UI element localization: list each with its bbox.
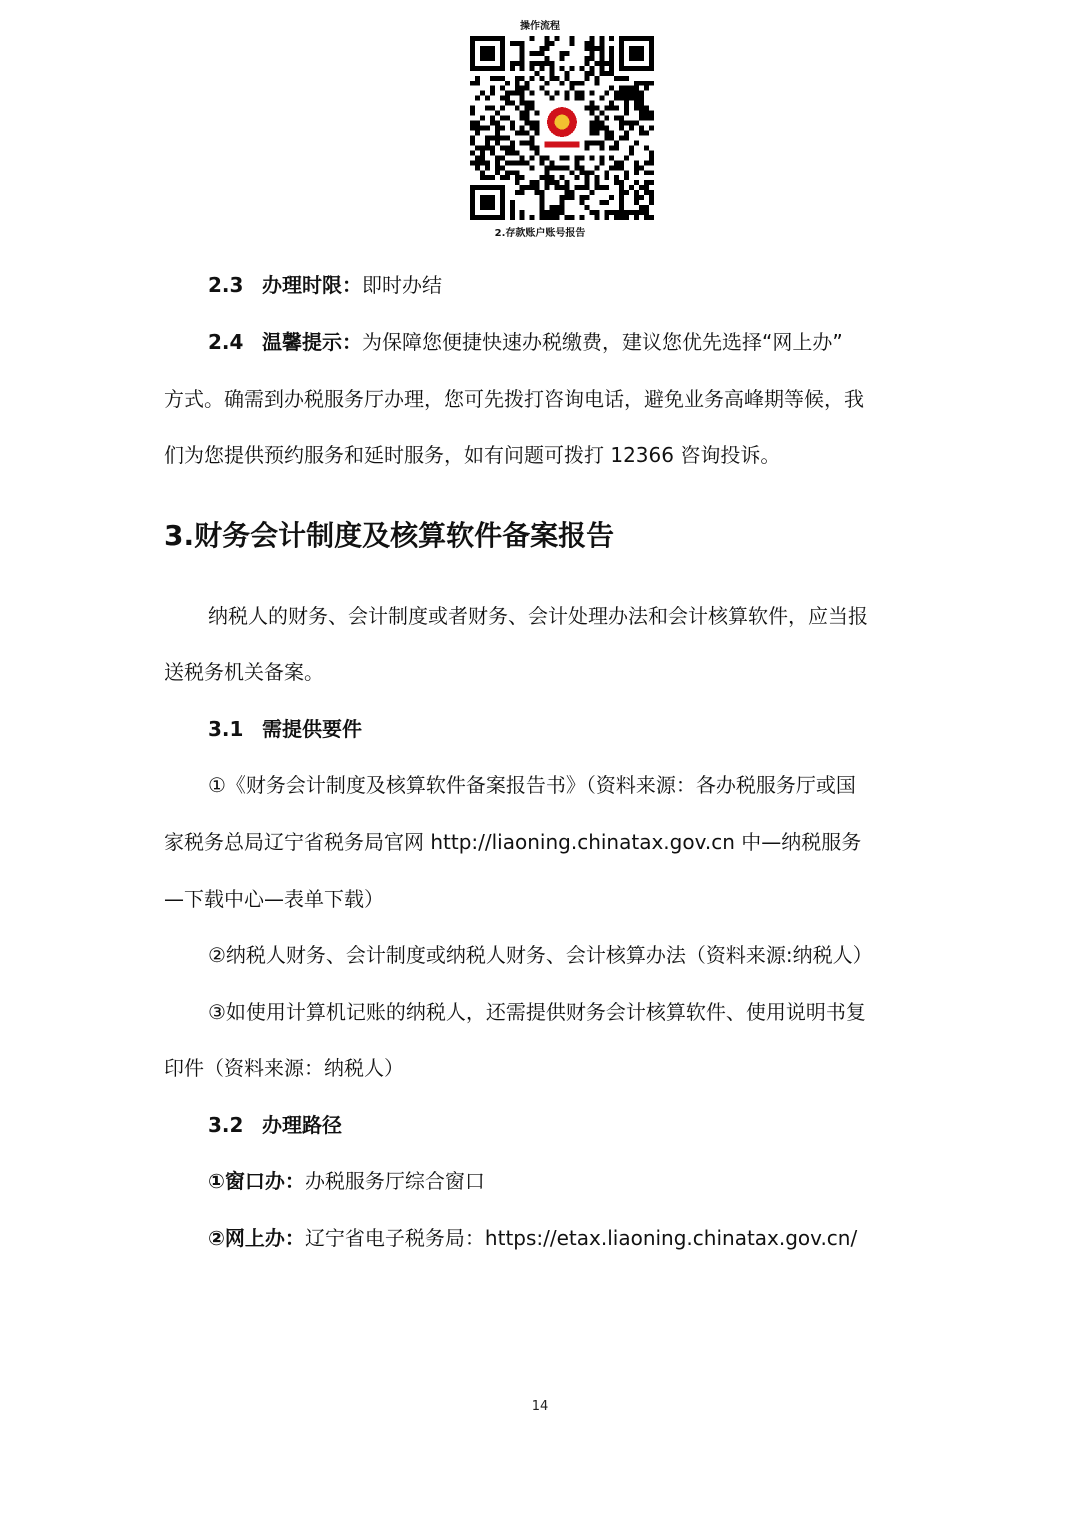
section-3-2-heading [208, 1111, 924, 1139]
requirement-1-line-3: —下载中心—表单下载） [164, 887, 384, 911]
requirement-1-line-1: ①《财务会计制度及核算软件备案报告书》（资料来源：各办税服务厅或国 [208, 773, 856, 797]
section-2-4-number: 2.4 [208, 330, 244, 354]
qr-bottom-caption: 2.存款账户账号报告 [494, 228, 586, 239]
section-3-2-title: 办理路径 [262, 1113, 342, 1137]
section-3-2-number: 3.2 [208, 1113, 244, 1137]
deadline-text: 即时办结 [362, 273, 442, 297]
route-window-text: 办税服务厅综合窗口 [304, 1169, 485, 1193]
tax-emblem-logo [540, 101, 585, 156]
section-3-1-heading [208, 715, 924, 743]
route-online-line [208, 1224, 924, 1252]
route-window-label: ①窗口办： [208, 1169, 305, 1193]
section-3-heading: 3.财务会计制度及核算软件备案报告 [164, 519, 615, 552]
section-3-1-number: 3.1 [208, 717, 244, 741]
tip-line-2: 方式。确需到办税服务厅办理，您可先拨打咨询电话，避免业务高峰期等候，我 [164, 387, 864, 411]
tip-label: 温馨提示： [262, 330, 362, 354]
qr-top-caption: 操作流程 [520, 21, 560, 32]
tip-text-1: 为保障您便捷快速办税缴费，建议您优先选择“网上办” [362, 330, 843, 354]
section-2-3-number: 2.3 [208, 273, 244, 297]
page-number: 14 [531, 1399, 549, 1414]
deadline-label: 办理时限： [262, 273, 362, 297]
tip-line-3: 们为您提供预约服务和延时服务，如有问题可拨打 12366 咨询投诉。 [164, 443, 781, 467]
qr-code-image [470, 36, 654, 220]
intro-line-1: 纳税人的财务、会计制度或者财务、会计处理办法和会计核算软件，应当报 [208, 604, 868, 628]
tip-line-1 [208, 328, 924, 356]
route-online-text: 辽宁省电子税务局：https://etax.liaoning.chinatax.gov.cn/ [304, 1226, 858, 1250]
requirement-3-line-1: ③如使用计算机记账的纳税人，还需提供财务会计核算软件、使用说明书复 [208, 1000, 866, 1024]
route-online-label: ②网上办： [208, 1226, 305, 1250]
requirement-2: ②纳税人财务、会计制度或纳税人财务、会计核算办法（资料来源:纳税人） [208, 943, 873, 967]
requirement-3-line-2: 印件（资料来源：纳税人） [164, 1056, 404, 1080]
deadline-line [208, 271, 924, 299]
requirement-1-line-2: 家税务总局辽宁省税务局官网 http://liaoning.chinatax.gov.cn 中—纳税服务 [164, 830, 862, 854]
intro-line-2: 送税务机关备案。 [164, 660, 324, 684]
route-window-line [208, 1167, 924, 1195]
section-3-1-title: 需提供要件 [262, 717, 362, 741]
